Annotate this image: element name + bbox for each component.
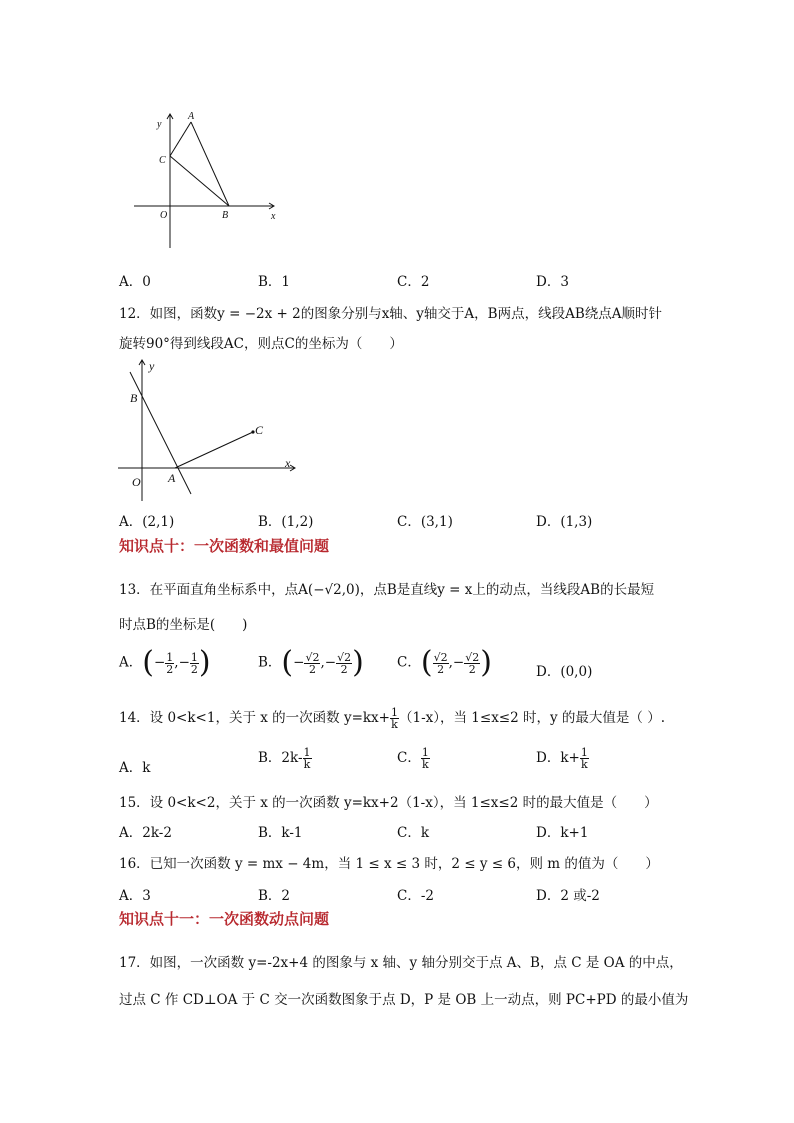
- q11-option-c[interactable]: C．2: [397, 274, 430, 290]
- segment-cb: [170, 156, 229, 206]
- q14-stem: 14．设 0<k<1，关于 x 的一次函数 y=kx+ $\frac{1}{k}$ （1-x），当 1≤x≤2 时，y 的最大值是（ ）.: [119, 706, 665, 731]
- fig12-label-b: B: [130, 391, 138, 405]
- fig11-label-x: x: [271, 211, 276, 222]
- fig12-label-o: O: [132, 475, 141, 489]
- section-heading-11: 知识点十一：一次函数动点问题: [119, 910, 330, 928]
- fig11-label-o: O: [160, 210, 168, 221]
- q14-option-b[interactable]: B．2k- $\frac{1}{k}$: [258, 746, 311, 771]
- q13-option-b[interactable]: B．(− $\frac{√2}{2}$ ,− $\frac{√2}{2}$ ): [258, 645, 364, 680]
- q13-option-d[interactable]: D．(0,0): [536, 664, 593, 680]
- q16-stem: 16．已知一次函数 y = mx − 4m，当 1 ≤ x ≤ 3 时，2 ≤ y ≤ 6，则 m 的值为（ ）: [119, 856, 659, 872]
- q16-option-c[interactable]: C．-2: [397, 888, 434, 904]
- q12-option-b[interactable]: B．(1,2): [258, 514, 314, 530]
- fig11-label-y: y: [157, 119, 162, 130]
- q13-option-c[interactable]: C．( $\frac{√2}{2}$ ,− $\frac{√2}{2}$ ): [397, 645, 492, 680]
- fig11-label-b: B: [222, 210, 229, 221]
- fig12-label-a: A: [168, 471, 176, 485]
- q17-stem-line2: 过点 C 作 CD⊥OA 于 C 交一次函数图象于点 D，P 是 OB 上一动点，则 PC+PD 的最小值为: [119, 992, 689, 1008]
- segment-ca: [170, 122, 191, 156]
- q16-option-b[interactable]: B．2: [258, 888, 291, 904]
- q11-option-a[interactable]: A．0: [119, 274, 151, 290]
- segment-ac: [175, 432, 253, 468]
- figure-q11: [128, 108, 288, 253]
- figure-q12: [112, 356, 307, 506]
- q16-option-a[interactable]: A．3: [119, 888, 151, 904]
- segment-ab: [191, 122, 229, 206]
- q12-option-d[interactable]: D．(1,3): [536, 514, 593, 530]
- q15-stem: 15．设 0<k<2，关于 x 的一次函数 y=kx+2（1-x），当 1≤x≤2 时的最大值是（ ）: [119, 795, 658, 811]
- q15-option-a[interactable]: A．2k-2: [119, 825, 172, 841]
- q14-option-d[interactable]: D．k+ $\frac{1}{k}$: [536, 746, 588, 771]
- q14-option-a[interactable]: A．k: [119, 760, 151, 776]
- q13-stem-line1: 13．在平面直角坐标系中，点A(−√2,0)，点B是直线y = x上的动点，当线段AB的长最短: [119, 582, 655, 598]
- section-heading-10: 知识点十：一次函数和最值问题: [119, 537, 330, 555]
- q15-option-c[interactable]: C．k: [397, 825, 430, 841]
- q12-stem-line2: 旋转90°得到线段AC，则点C的坐标为（ ）: [119, 336, 403, 352]
- q12-stem-line1: 12．如图，函数y = −2x + 2的图象分别与x轴、y轴交于A，B两点，线段AB绕点A顺时针: [119, 306, 663, 322]
- fig12-label-c: C: [255, 423, 264, 437]
- q14-option-c[interactable]: C． $\frac{1}{k}$: [397, 746, 429, 771]
- fig12-label-x: x: [285, 456, 291, 470]
- q15-option-b[interactable]: B．k-1: [258, 825, 303, 841]
- q15-option-d[interactable]: D．k+1: [536, 825, 589, 841]
- q17-stem-line1: 17．如图，一次函数 y=-2x+4 的图象与 x 轴、y 轴分别交于点 A、B，点 C 是 OA 的中点，: [119, 955, 683, 971]
- fig11-label-a: A: [188, 111, 195, 122]
- q11-option-d[interactable]: D．3: [536, 274, 569, 290]
- fig12-label-y: y: [149, 359, 155, 373]
- fig11-label-c: C: [159, 155, 166, 166]
- q13-option-a[interactable]: A．(− $\frac{1}{2}$ ,− $\frac{1}{2}$ ): [119, 645, 211, 680]
- q11-option-b[interactable]: B．1: [258, 274, 291, 290]
- q13-stem-line2: 时点B的坐标是( ): [119, 617, 248, 633]
- q12-option-c[interactable]: C．(3,1): [397, 514, 453, 530]
- q12-option-a[interactable]: A．(2,1): [119, 514, 175, 530]
- q16-option-d[interactable]: D．2 或-2: [536, 888, 600, 904]
